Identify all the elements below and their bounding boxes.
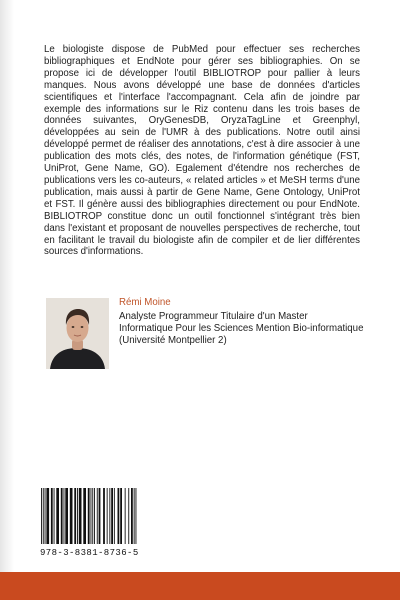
barcode-bar — [43, 488, 44, 544]
back-cover-description: Le biologiste dispose de PubMed pour effectuer ses recherches bibliographiques et EndNote pour gérer ses bibliographies. On se propose ici de développer l'outil BIBLIOTROP pour pallier à leurs manques. Nous avons développé une base de données d'articles scientifiques et l'interface l'accompagnant. Cela afin de joindre par exemple des informations sur le Riz contenu dans les trois bases de données suivantes, OryGenesDB, OryzaTagLine et Greenphyl, développées au sein de l'UMR à des publications. Notre outil ainsi développé permet de réaliser des annotations, c'est à dire associer à une publication des mots clés, des notes, de l'information génétique (FST, UniProt, Gene Name, GO). Egalement d'étendre nos recherches de publications vers les co-auteurs, « related articles » et MeSH terms d'une publication, mais aussi à partir de Gene Name, Gene Ontology, UniProt et FST. Il génère aussi des bibliographies directement ou pour EndNote. BIBLIOTROP constitue donc un outil fonctionnel s'intégrant très bien dans l'existant et proposant de nouvelles perspectives de recherche, tout en facilitant le travail du biologiste afin de compiler et de lier différentes sources d'informations. — [44, 44, 360, 258]
barcode-bar — [97, 488, 98, 544]
author-bio: Analyste Programmeur Titulaire d'un Master Informatique Pour les Sciences Mention Bio-informatique (Université Montpellier 2) — [119, 311, 364, 346]
barcode-bar — [70, 488, 73, 544]
isbn-number: 978-3-8381-8736-5 — [40, 548, 139, 558]
barcode-bar — [125, 488, 126, 544]
barcode-bar — [107, 488, 108, 544]
barcode-bar — [109, 488, 110, 544]
barcode-bar — [56, 488, 59, 544]
barcode-bar — [77, 488, 78, 544]
author-portrait-icon — [46, 298, 109, 369]
barcode-bar — [54, 488, 55, 544]
barcode-bar — [136, 488, 137, 544]
author-photo — [46, 298, 109, 369]
barcode-icon — [40, 488, 149, 546]
barcode-bar — [103, 488, 105, 544]
barcode-bar — [111, 488, 113, 544]
barcode-bar — [46, 488, 49, 544]
barcode-bar — [128, 488, 129, 544]
barcode-bar — [94, 488, 95, 544]
barcode-bar — [134, 488, 135, 544]
isbn-barcode-box — [36, 484, 153, 562]
barcode-bar — [41, 488, 42, 544]
barcode-bar — [45, 488, 46, 544]
barcode-bar — [64, 488, 65, 544]
barcode-bar — [65, 488, 68, 544]
barcode-bar — [114, 488, 115, 544]
barcode-bar — [99, 488, 101, 544]
bottom-accent-band — [0, 572, 400, 600]
barcode-bar — [61, 488, 63, 544]
barcode-bar — [51, 488, 53, 544]
spine-shadow — [0, 0, 14, 600]
barcode-bar — [120, 488, 122, 544]
barcode-bar — [74, 488, 76, 544]
author-name: Rémi Moine — [119, 297, 171, 308]
barcode-bar — [118, 488, 120, 544]
barcode-bar — [88, 488, 90, 544]
barcode-bar — [131, 488, 133, 544]
barcode-bar — [92, 488, 93, 544]
barcode-bar — [91, 488, 92, 544]
author-block — [119, 297, 364, 347]
barcode-bar — [79, 488, 82, 544]
barcode-bar — [83, 488, 86, 544]
